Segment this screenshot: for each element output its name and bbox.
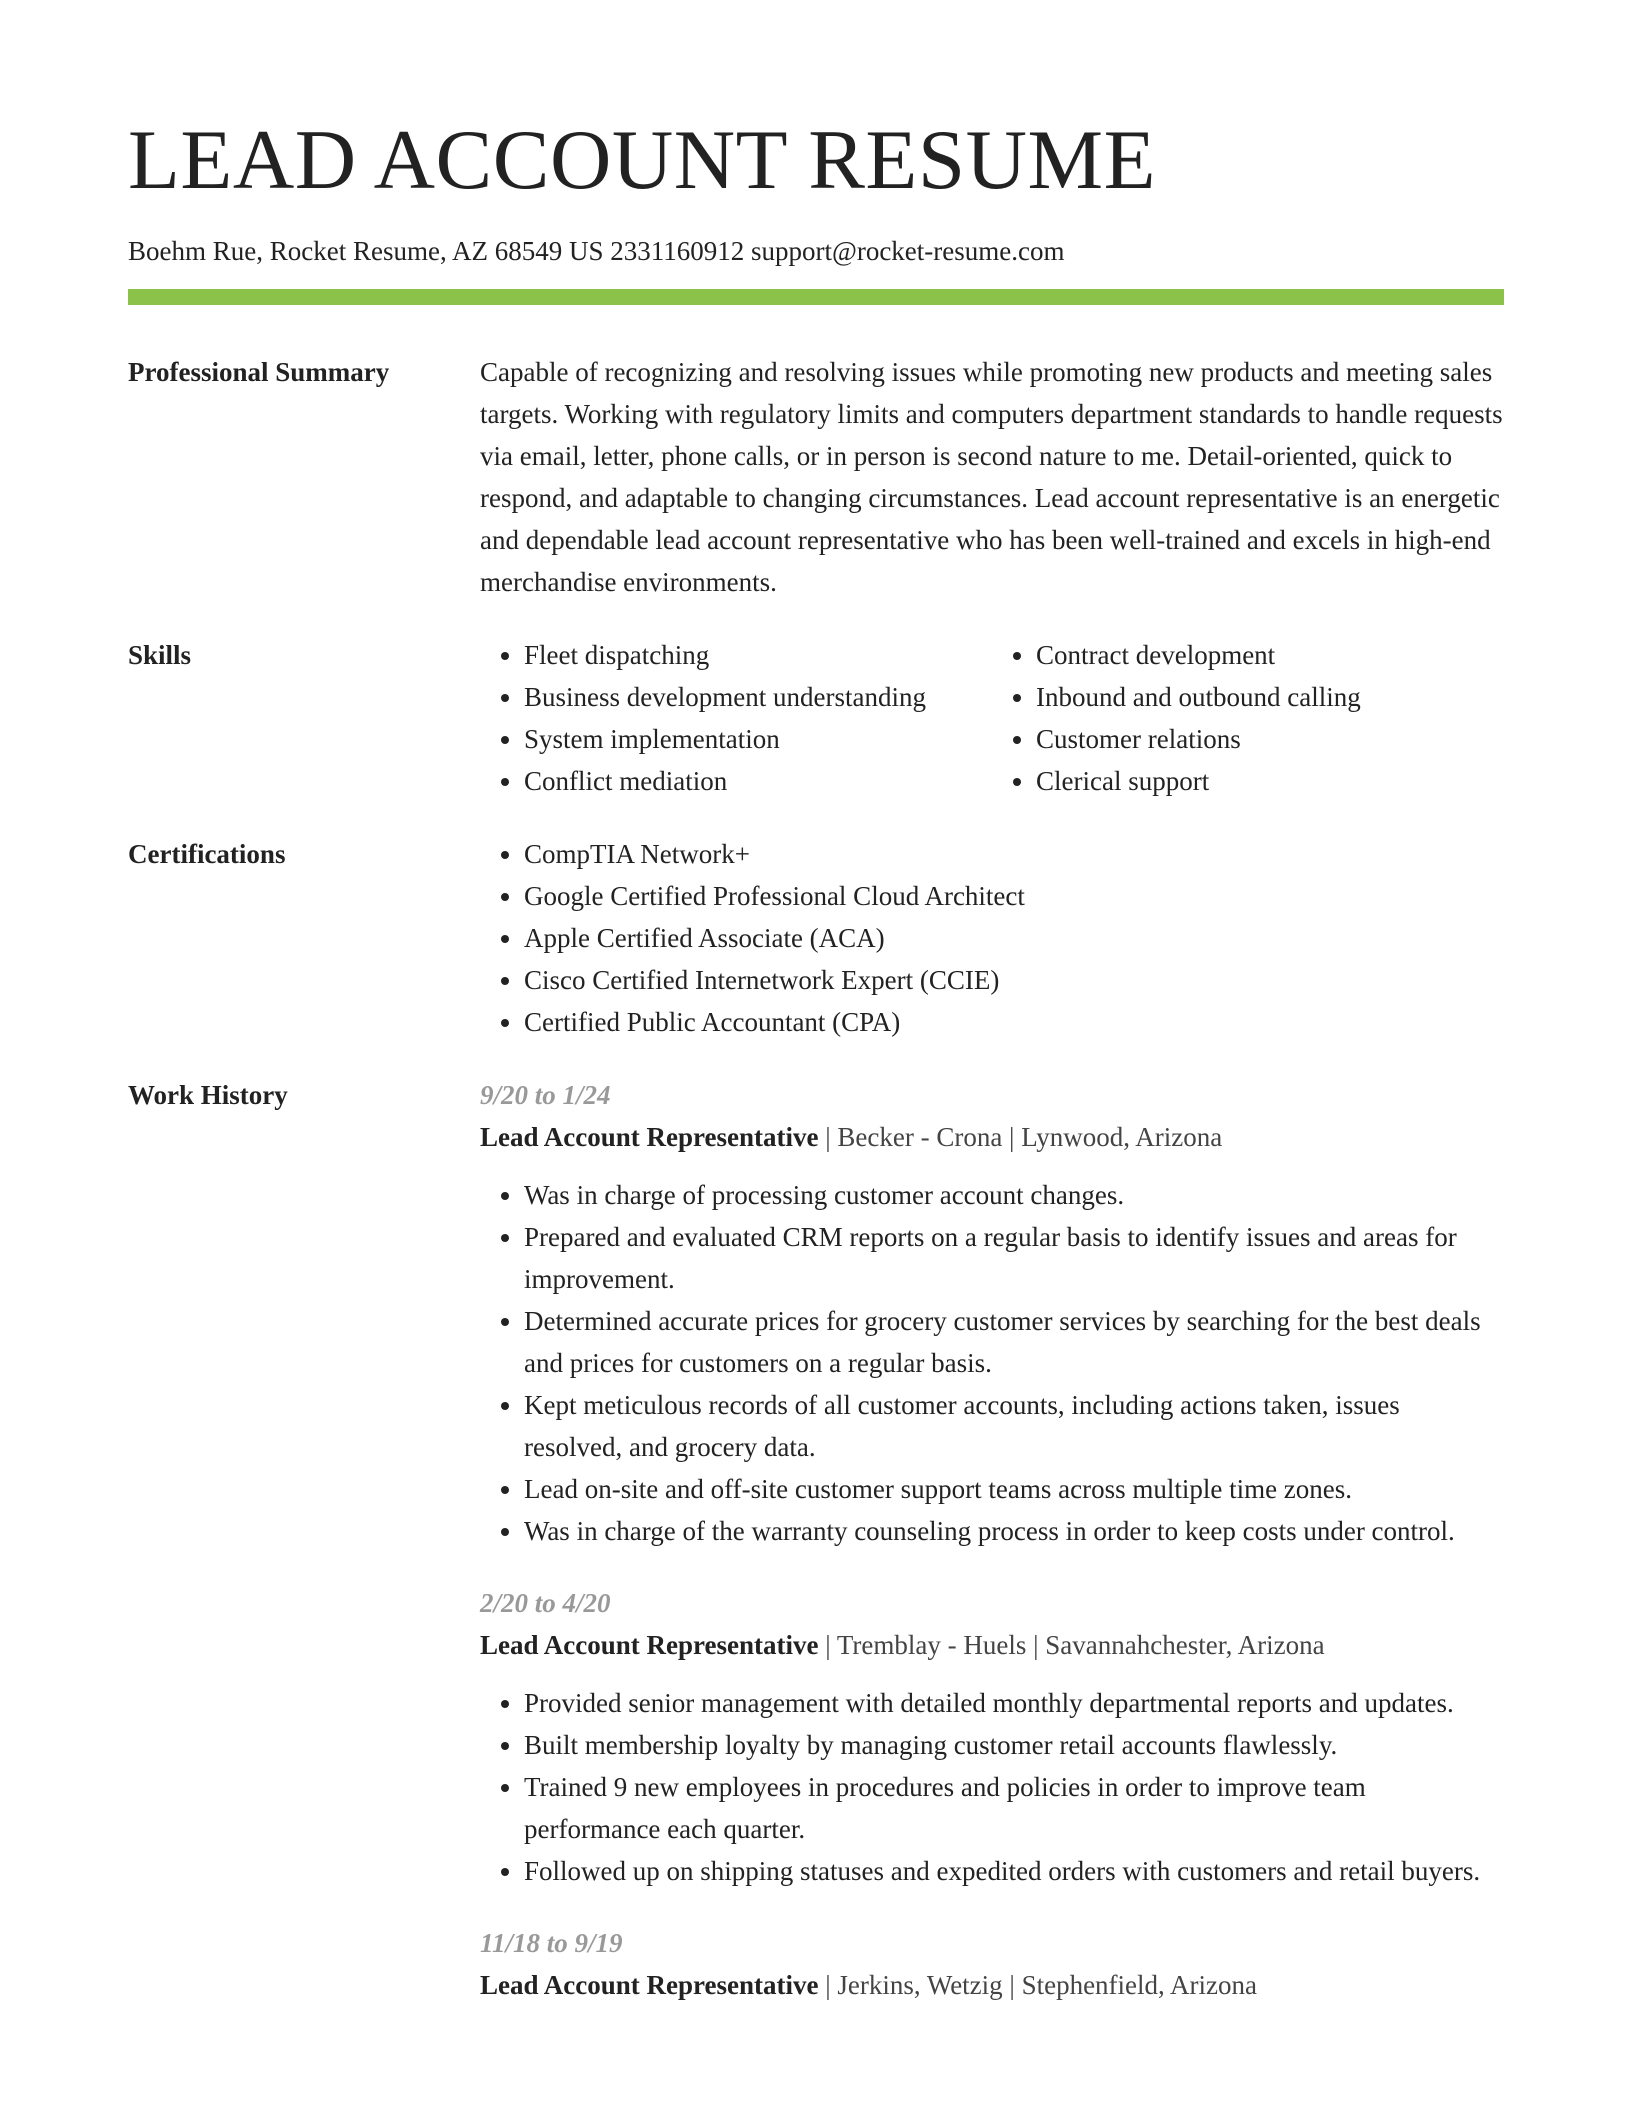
certifications-section xyxy=(128,833,1504,1043)
skill-item: • Clerical support xyxy=(1036,760,1504,802)
job-bullet: • Was in charge of the warranty counseling process in order to keep costs under control. xyxy=(524,1510,1504,1552)
skill-item: • Conflict mediation xyxy=(524,760,992,802)
summary-section xyxy=(128,351,1504,603)
job-heading xyxy=(480,1964,1504,2006)
skill-item: • Customer relations xyxy=(1036,718,1504,760)
job-dates: 9/20 to 1/24 xyxy=(480,1080,611,1110)
certification-item: • Google Certified Professional Cloud Architect xyxy=(524,875,1504,917)
job-bullet: • Lead on-site and off-site customer support teams across multiple time zones. xyxy=(524,1468,1504,1510)
contact-line: Boehm Rue, Rocket Resume, AZ 68549 US 2331160912 support@rocket-resume.com xyxy=(128,236,1065,266)
certification-item: • Cisco Certified Internetwork Expert (CCIE) xyxy=(524,959,1504,1001)
job-title: Lead Account Representative xyxy=(480,1970,819,2000)
certification-item: • CompTIA Network+ xyxy=(524,833,1504,875)
job-employer-location: | Jerkins, Wetzig | Stephenfield, Arizona xyxy=(818,1970,1258,2000)
certifications-list xyxy=(480,833,1504,1043)
skill-item: • Fleet dispatching xyxy=(524,634,992,676)
job-employer-location: | Becker - Crona | Lynwood, Arizona xyxy=(818,1122,1223,1152)
job-entry xyxy=(480,1074,1504,1552)
skills-list-left xyxy=(480,634,992,802)
certification-item: • Apple Certified Associate (ACA) xyxy=(524,917,1504,959)
job-dates: 11/18 to 9/19 xyxy=(480,1928,623,1958)
section-label-skills: Skills xyxy=(128,640,192,670)
job-bullet: • Provided senior management with detailed monthly departmental reports and updates. xyxy=(524,1682,1504,1724)
job-bullet: • Built membership loyalty by managing customer retail accounts flawlessly. xyxy=(524,1724,1504,1766)
section-label-work-history: Work History xyxy=(128,1080,288,1110)
job-bullet: • Prepared and evaluated CRM reports on a regular basis to identify issues and areas for improvement. xyxy=(524,1216,1504,1300)
certification-item: • Certified Public Accountant (CPA) xyxy=(524,1001,1504,1043)
job-employer-location: | Tremblay - Huels | Savannahchester, Arizona xyxy=(818,1630,1325,1660)
skill-item: • Business development understanding xyxy=(524,676,992,718)
job-heading xyxy=(480,1624,1504,1666)
accent-divider xyxy=(128,289,1504,305)
skill-item: • System implementation xyxy=(524,718,992,760)
job-bullet: • Trained 9 new employees in procedures and policies in order to improve team performance each quarter. xyxy=(524,1766,1504,1850)
job-heading xyxy=(480,1116,1504,1158)
job-title: Lead Account Representative xyxy=(480,1122,819,1152)
job-bullet: • Determined accurate prices for grocery customer services by searching for the best deals and prices for customers on a regular basis. xyxy=(524,1300,1504,1384)
skill-item: • Contract development xyxy=(1036,634,1504,676)
job-bullets xyxy=(480,1682,1504,1892)
resume-title: LEAD ACCOUNT RESUME xyxy=(128,113,1157,207)
job-entry xyxy=(480,1582,1504,1892)
job-entry xyxy=(480,1922,1504,2006)
job-bullet: • Kept meticulous records of all customer accounts, including actions taken, issues resolved, and grocery data. xyxy=(524,1384,1504,1468)
job-bullet: • Was in charge of processing customer account changes. xyxy=(524,1174,1504,1216)
job-title: Lead Account Representative xyxy=(480,1630,819,1660)
section-label-summary: Professional Summary xyxy=(128,357,390,387)
skills-list-right xyxy=(992,634,1504,802)
skills-section xyxy=(128,634,1504,802)
job-dates: 2/20 to 4/20 xyxy=(480,1588,611,1618)
skill-item: • Inbound and outbound calling xyxy=(1036,676,1504,718)
summary-text: Capable of recognizing and resolving issues while promoting new products and meeting sales targets. Working with regulatory limits and computers department standards to handle requests via email, letter, phone calls, or in person is second nature to me. Detail-oriented, quick to respond, and adaptable to changing circumstances. Lead account representative is an energetic and dependable lead account representative who has been well-trained and excels in high-end merchandise environments. xyxy=(480,357,1503,597)
section-label-certifications: Certifications xyxy=(128,839,286,869)
job-bullets xyxy=(480,1174,1504,1552)
resume-page xyxy=(128,0,1504,2036)
work-history-section xyxy=(128,1074,1504,2036)
job-bullet: • Followed up on shipping statuses and expedited orders with customers and retail buyers. xyxy=(524,1850,1504,1892)
